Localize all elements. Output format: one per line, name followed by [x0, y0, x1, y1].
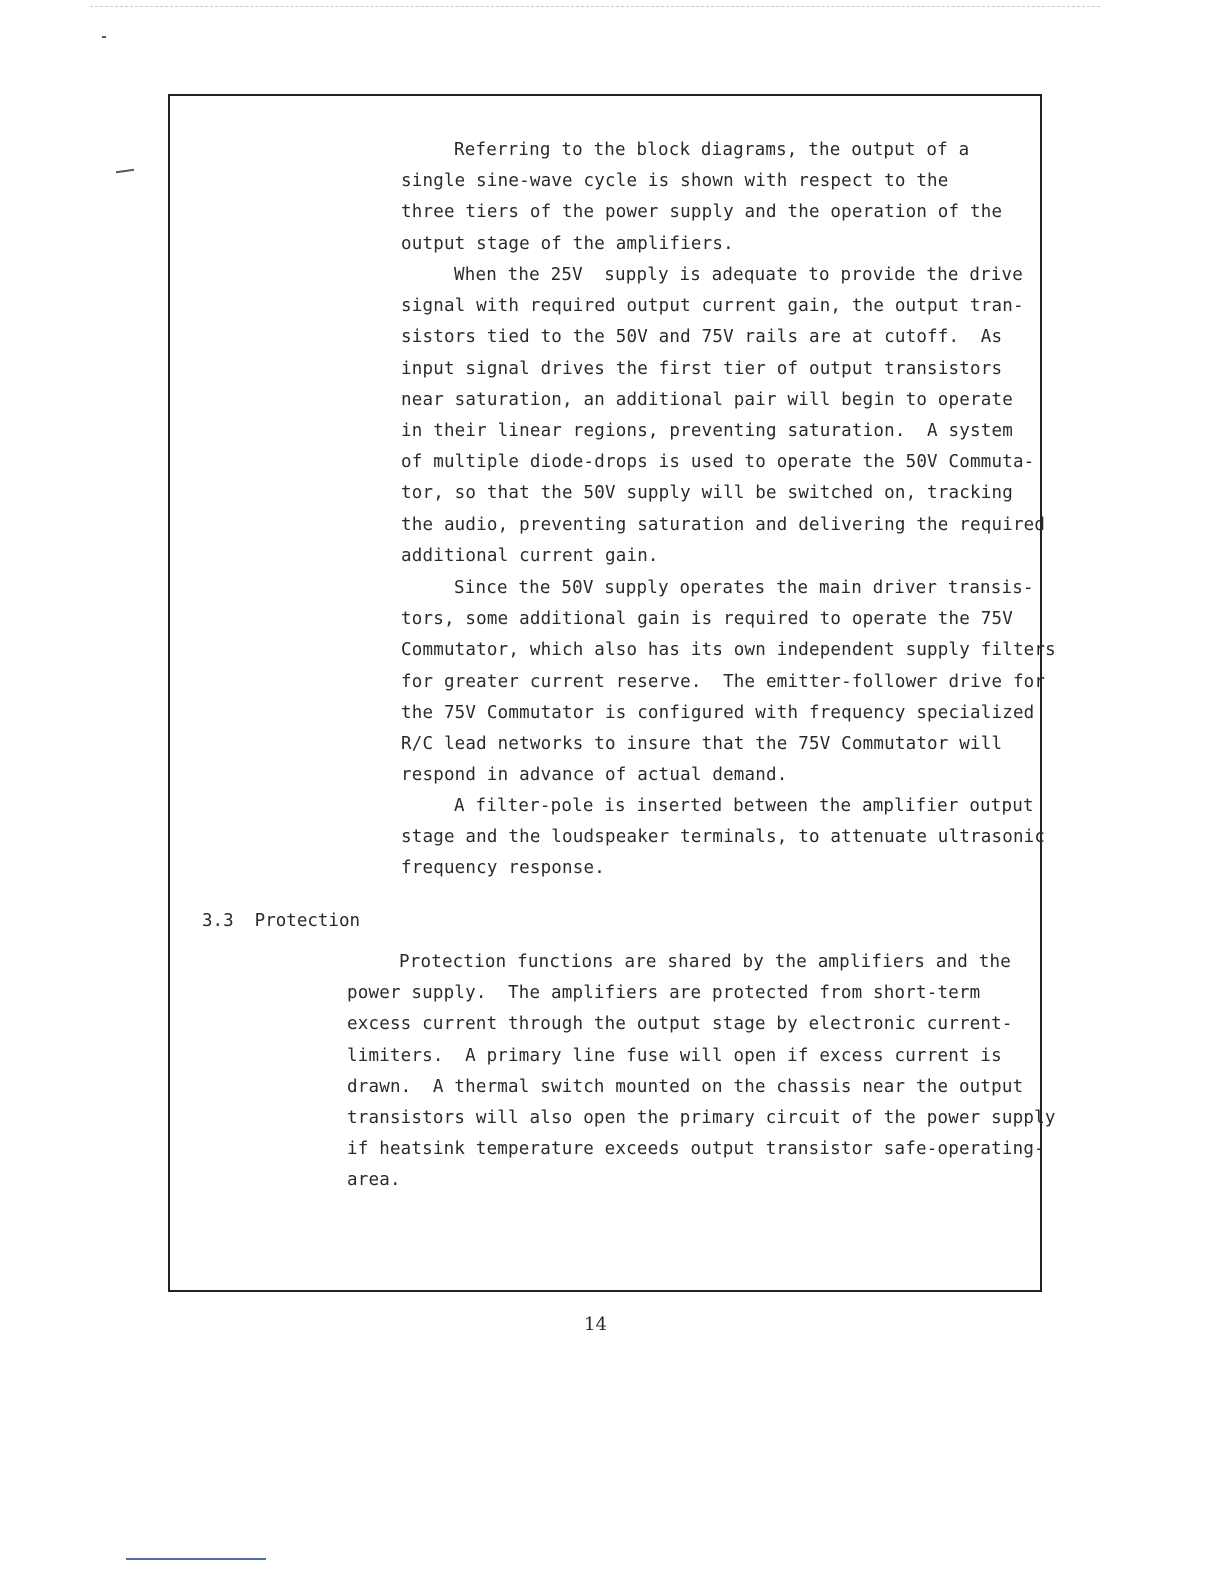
text-line: tors, some additional gain is required to operate the 75V	[401, 609, 1013, 630]
section-heading-protection: 3.3 Protection	[202, 911, 361, 931]
text-line: limiters. A primary line fuse will open if excess current is	[347, 1045, 1002, 1066]
text-line: if heatsink temperature exceeds output transistor safe-operating-	[347, 1139, 1045, 1160]
scan-speck	[102, 36, 106, 38]
text-line: the 75V Commutator is configured with frequency specialized	[401, 702, 1035, 723]
scan-edge-artifact	[90, 6, 1100, 7]
text-line: stage and the loudspeaker terminals, to attenuate ultrasonic	[401, 827, 1046, 848]
text-line: of multiple diode-drops is used to operate the 50V Commuta-	[401, 452, 1035, 473]
text-line: drawn. A thermal switch mounted on the chassis near the output	[347, 1076, 1024, 1097]
text-line: for greater current reserve. The emitter-follower drive for	[401, 671, 1046, 692]
text-line: area.	[347, 1170, 401, 1191]
text-line: power supply. The amplifiers are protected from short-term	[347, 983, 981, 1004]
text-line: near saturation, an additional pair will begin to operate	[401, 389, 1013, 410]
text-line: sistors tied to the 50V and 75V rails are at cutoff. As	[401, 327, 1003, 348]
intro-paragraph	[401, 573, 1056, 791]
text-line: output stage of the amplifiers.	[401, 233, 734, 254]
text-line: Since the 50V supply operates the main driver transis-	[454, 578, 1034, 598]
text-line: R/C lead networks to insure that the 75V Commutator will	[401, 733, 1003, 754]
text-line: input signal drives the first tier of output transistors	[401, 358, 1003, 379]
scan-speck	[116, 169, 134, 173]
text-line: single sine-wave cycle is shown with respect to the	[401, 171, 949, 192]
text-line: When the 25V supply is adequate to provide the drive	[454, 265, 1024, 285]
text-line: Referring to the block diagrams, the output of a	[454, 140, 970, 160]
intro-paragraph	[401, 791, 1045, 885]
text-line: in their linear regions, preventing saturation. A system	[401, 420, 1013, 441]
text-line: additional current gain.	[401, 545, 659, 566]
text-line: the audio, preventing saturation and delivering the required	[401, 514, 1046, 535]
text-line: frequency response.	[401, 858, 605, 879]
text-line: Protection functions are shared by the amplifiers and the	[399, 952, 1011, 972]
text-line: Commutator, which also has its own independent supply filters	[401, 640, 1056, 661]
text-line: excess current through the output stage by electronic current-	[347, 1014, 1013, 1035]
page-number: 14	[584, 1314, 607, 1335]
text-line: A filter-pole is inserted between the amplifier output	[454, 796, 1034, 816]
text-line: tor, so that the 50V supply will be switched on, tracking	[401, 483, 1013, 504]
text-line: three tiers of the power supply and the operation of the	[401, 202, 1003, 223]
intro-paragraph	[401, 135, 1002, 260]
scan-bottom-rule	[126, 1558, 266, 1560]
text-line: signal with required output current gain, the output tran-	[401, 296, 1024, 317]
protection-paragraph	[347, 947, 1056, 1197]
text-line: respond in advance of actual demand.	[401, 765, 788, 786]
intro-paragraph	[401, 260, 1045, 572]
text-line: transistors will also open the primary circuit of the power supply	[347, 1107, 1056, 1128]
